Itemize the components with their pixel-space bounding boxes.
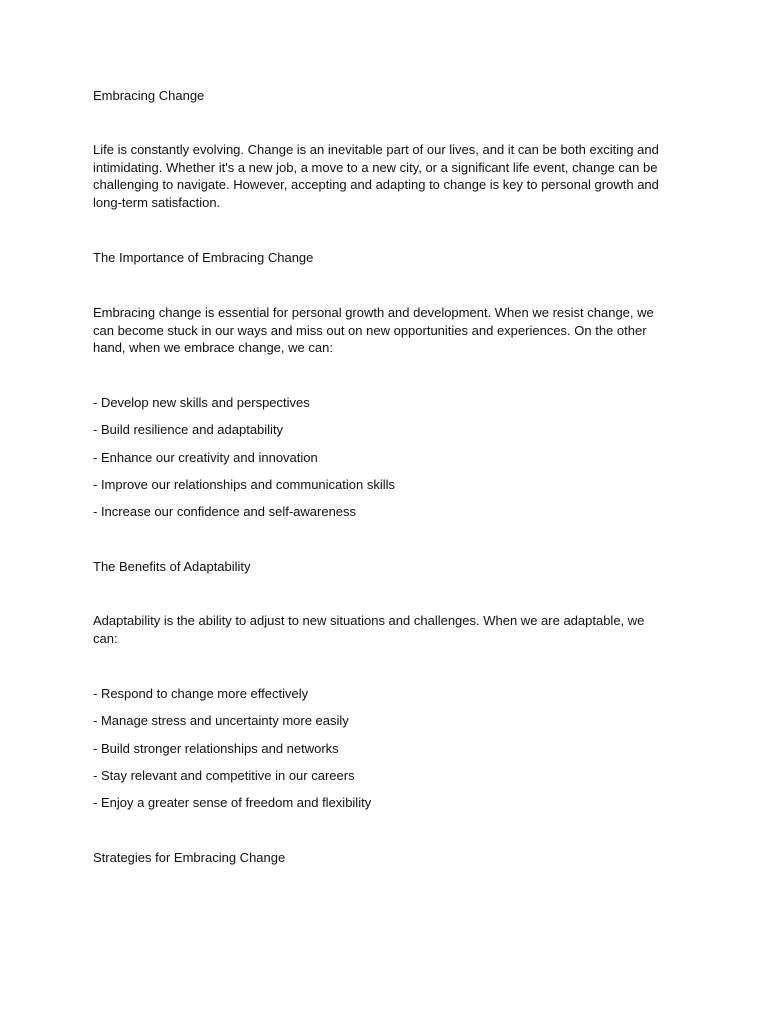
paragraph-line: can become stuck in our ways and miss out on new opportunities and experiences. On the other bbox=[93, 322, 647, 338]
list-item: - Develop new skills and perspectives bbox=[93, 395, 310, 410]
list-item: - Manage stress and uncertainty more easily bbox=[93, 713, 349, 728]
list-item: - Increase our confidence and self-awareness bbox=[93, 504, 357, 519]
paragraph-line: can: bbox=[93, 630, 118, 646]
paragraph-line: Embracing change is essential for personal growth and development. When we resist change, we bbox=[93, 305, 654, 320]
importance-paragraph bbox=[93, 304, 678, 357]
list-item: - Enjoy a greater sense of freedom and flexibility bbox=[93, 795, 372, 810]
intro-line: long-term satisfaction. bbox=[93, 194, 221, 210]
list-item: - Enhance our creativity and innovation bbox=[93, 450, 318, 465]
paragraph-line: hand, when we embrace change, we can: bbox=[93, 340, 333, 355]
list-item: - Stay relevant and competitive in our careers bbox=[93, 768, 355, 783]
list-item: - Improve our relationships and communication skills bbox=[93, 477, 396, 492]
adaptability-paragraph bbox=[93, 612, 678, 647]
list-item: - Build resilience and adaptability bbox=[93, 422, 284, 437]
section-heading-importance: The Importance of Embracing Change bbox=[93, 250, 314, 265]
intro-line: Life is constantly evolving. Change is an inevitable part of our lives, and it can be both exciting and bbox=[93, 142, 659, 157]
intro-line: intimidating. Whether it's a new job, a move to a new city, or a significant life event, change can be bbox=[93, 159, 658, 175]
list-item: - Respond to change more effectively bbox=[93, 686, 309, 701]
list-item: - Build stronger relationships and networks bbox=[93, 741, 339, 756]
intro-line: challenging to navigate. However, accepting and adapting to change is key to personal growth and bbox=[93, 177, 659, 192]
intro-paragraph bbox=[93, 141, 678, 211]
paragraph-line: Adaptability is the ability to adjust to new situations and challenges. When we are adaptable, we bbox=[93, 613, 645, 628]
section-heading-adaptability: The Benefits of Adaptability bbox=[93, 559, 251, 574]
document-title: Embracing Change bbox=[93, 88, 205, 103]
section-heading-strategies: Strategies for Embracing Change bbox=[93, 850, 286, 865]
